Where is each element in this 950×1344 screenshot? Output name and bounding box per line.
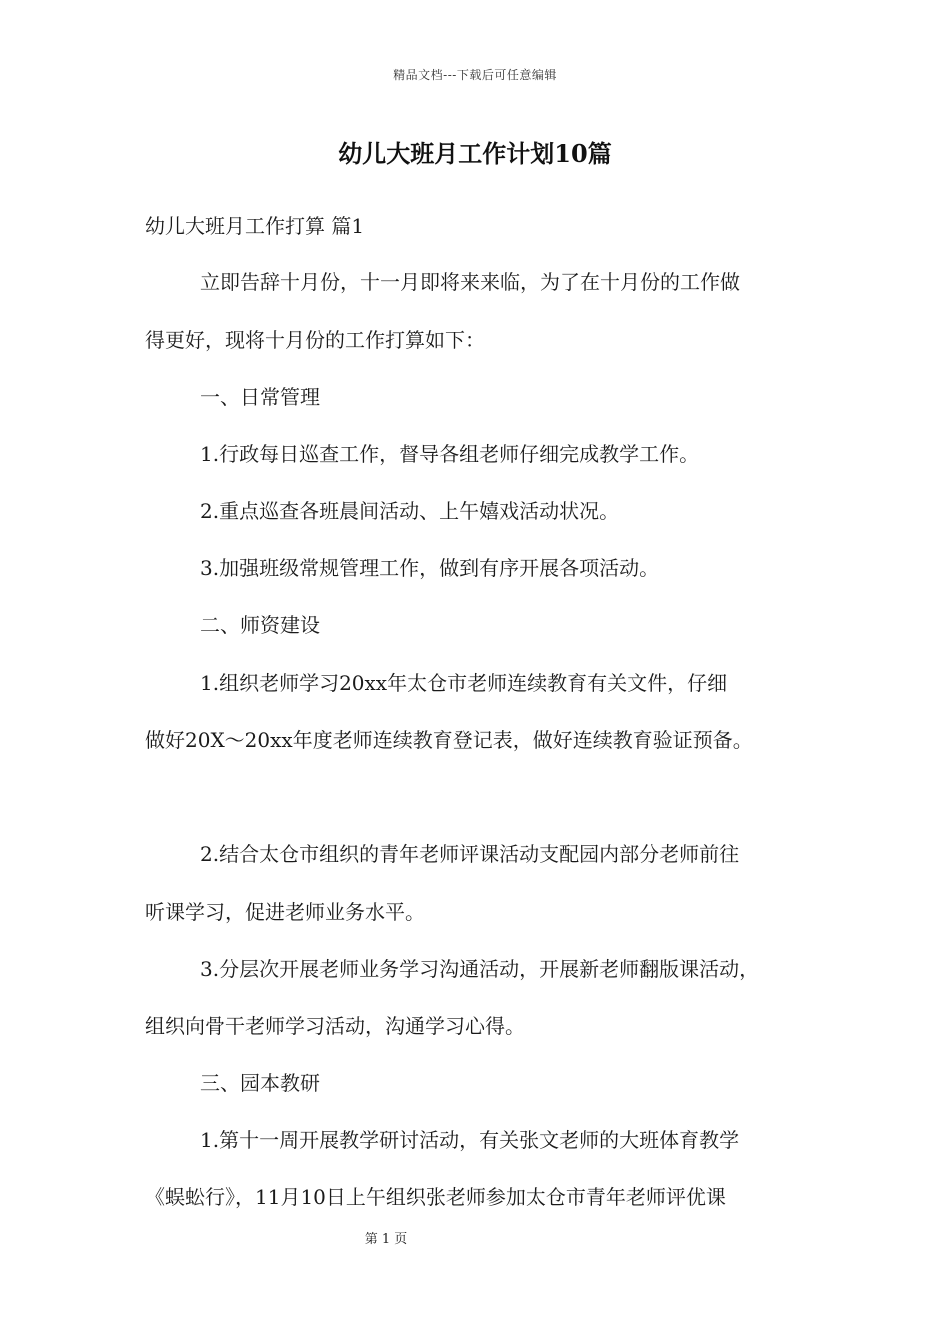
list-item-continuation: 《蜈蚣行》，11月10日上午组织张老师参加太仓市青年老师评优课 xyxy=(145,1185,726,1209)
list-item: 2.重点巡查各班晨间活动、上午嬉戏活动状况。 xyxy=(200,499,620,523)
page-number: 第 1 页 xyxy=(364,1232,408,1247)
list-item-continuation: 做好20X～20xx年度老师连续教育登记表，做好连续教育验证预备。 xyxy=(145,728,753,752)
section-heading: 幼儿大班月工作打算 篇1 xyxy=(145,214,365,238)
list-item-continuation: 组织向骨干老师学习活动，沟通学习心得。 xyxy=(145,1014,525,1038)
document-title: 幼儿大班月工作计划10篇 xyxy=(338,139,612,168)
paragraph-line: 立即告辞十月份，十一月即将来来临，为了在十月份的工作做 xyxy=(200,270,740,294)
list-item: 1.组织老师学习20xx年太仓市老师连续教育有关文件，仔细 xyxy=(200,671,728,695)
list-item: 3.加强班级常规管理工作，做到有序开展各项活动。 xyxy=(200,556,660,580)
subheading-daily-management: 一、日常管理 xyxy=(200,385,320,409)
paragraph-line: 得更好，现将十月份的工作打算如下： xyxy=(145,328,485,352)
list-item: 3.分层次开展老师业务学习沟通活动，开展新老师翻版课活动， xyxy=(200,957,760,981)
list-item: 2.结合太仓市组织的青年老师评课活动支配园内部分老师前往 xyxy=(200,842,740,866)
page-header-note: 精品文档---下载后可任意编辑 xyxy=(393,68,557,82)
subheading-teacher-development: 二、师资建设 xyxy=(200,613,320,637)
list-item: 1.行政每日巡查工作，督导各组老师仔细完成教学工作。 xyxy=(200,442,700,466)
list-item-continuation: 听课学习，促进老师业务水平。 xyxy=(145,900,425,924)
subheading-school-research: 三、园本教研 xyxy=(200,1071,320,1095)
list-item: 1.第十一周开展教学研讨活动，有关张文老师的大班体育教学 xyxy=(200,1128,740,1152)
